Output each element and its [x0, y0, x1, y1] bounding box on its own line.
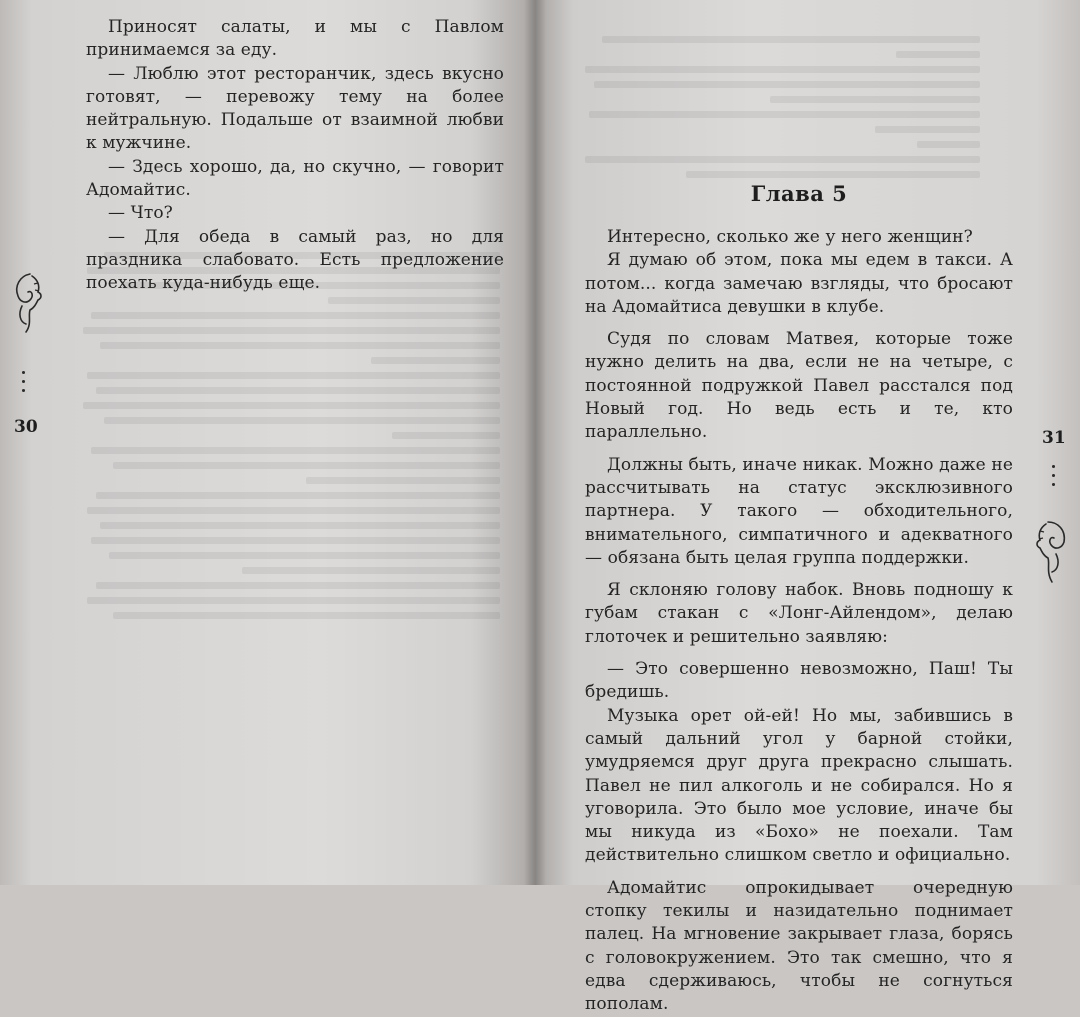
paragraph: — Что?: [108, 203, 173, 224]
paragraph: — Для обеда в самый раз, но для праздника слабовато. Есть предложение поехать куда-нибудь еще.: [86, 226, 504, 294]
left-page: [0, 0, 535, 885]
paragraph: Должны быть, иначе никак. Можно даже не рассчитывать на статус эксклюзивного партнера. У такого — обходительного, внимательного, симпатичного и адекватного — обязана быть целая группа поддержки.: [585, 454, 1013, 568]
paragraph: Приносят салаты, и мы с Павлом принимаемся за еду.: [86, 17, 504, 61]
face-profile-icon: [8, 270, 48, 340]
paragraph: — Люблю этот ресторанчик, здесь вкусно готовят, — перевожу тему на более нейтральную. Подальше от взаимной любви к мужчине.: [86, 63, 504, 154]
paragraph: Музыка орет ой-ей! Но мы, забившись в самый дальний угол у барной стойки, умудряемся друг друга прекрасно слышать. Павел не пил алкоголь и не собирался. Но я уговорила. Это было мое условие, иначе бы мы никуда из «Бохо» не поехали. Там действительно слишком светло и официально.: [585, 705, 1013, 866]
show-through-text-left: [70, 244, 500, 619]
face-profile-icon: [1028, 516, 1072, 590]
paragraph: Я склоняю голову набок. Вновь подношу к губам стакан с «Лонг-Айлендом», делаю глоточек и решительно заявляю:: [585, 580, 1013, 647]
margin-dots: [20, 371, 26, 398]
paragraph: Интересно, сколько же у него женщин?: [607, 227, 973, 247]
left-page-text: [86, 16, 504, 296]
paragraph: — Это совершенно невозможно, Паш! Ты бредишь.: [585, 659, 1013, 703]
margin-dots: [1050, 465, 1056, 492]
page-number-left: 30: [14, 417, 38, 437]
right-page-text: [585, 226, 1013, 1017]
book-gutter: [524, 0, 546, 885]
paragraph: Адомайтис опрокидывает очередную стопку текилы и назидательно поднимает палец. На мгновение закрывает глаза, борясь с головокружением. Это так смешно, что я едва сдерживаюсь, чтобы не согнуться пополам.: [585, 877, 1013, 1015]
paragraph: — Здесь хорошо, да, но скучно, — говорит Адомайтис.: [86, 156, 504, 201]
paragraph: Я думаю об этом, пока мы едем в такси. А потом... когда замечаю взгляды, что бросают на Адомайтиса девушки в клубе.: [585, 250, 1013, 317]
chapter-title: Глава 5: [750, 181, 848, 206]
page-number-right: 31: [1042, 428, 1066, 448]
paragraph: Судя по словам Матвея, которые тоже нужно делить на два, если не на четыре, с постоянной подружкой Павел расстался под Новый год. Но ведь есть и те, кто параллельно.: [585, 329, 1013, 443]
